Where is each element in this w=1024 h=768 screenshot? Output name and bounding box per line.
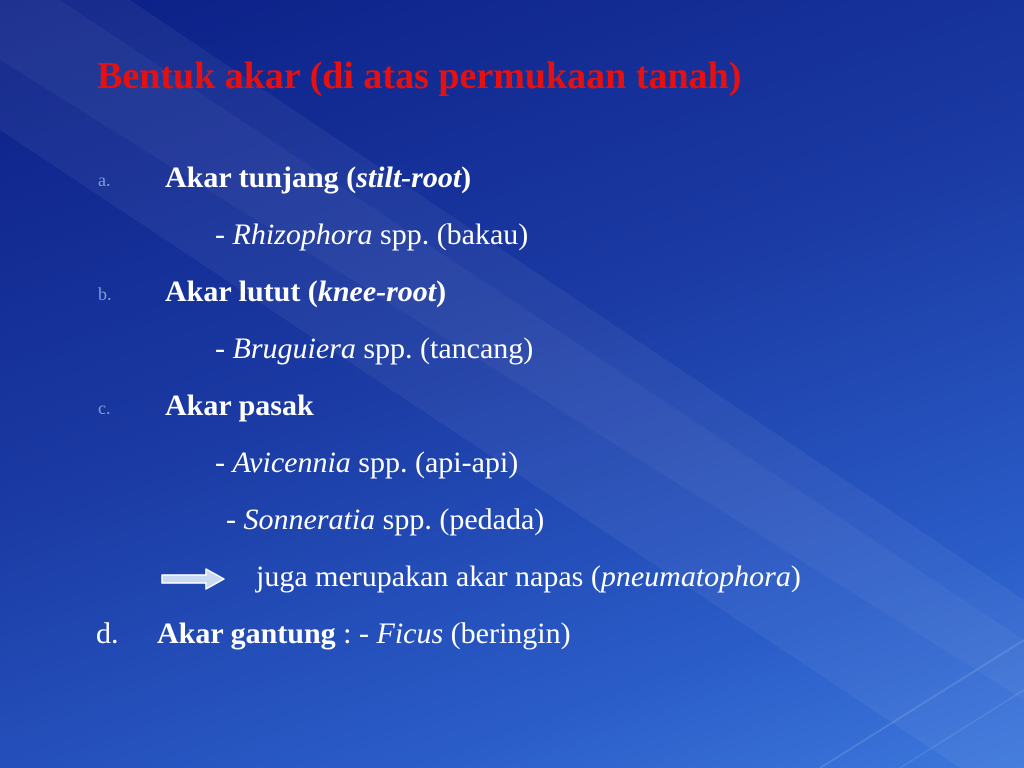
item-c-name: Akar pasak: [165, 389, 314, 422]
example-prefix: -: [215, 218, 233, 251]
item-d-content: [157, 617, 571, 651]
item-b-name-italic: knee-root: [317, 275, 437, 308]
right-arrow-icon: [160, 567, 226, 591]
example-genus: Sonneratia: [243, 503, 376, 536]
item-a-heading: [165, 161, 471, 195]
list-marker-a: a.: [98, 170, 111, 190]
list-marker-c: c.: [98, 398, 111, 418]
example-rest: spp. (pedada): [375, 503, 545, 536]
example-prefix: -: [215, 332, 233, 365]
list-marker-d: d.: [96, 617, 119, 650]
item-a-name-italic: stilt-root: [356, 161, 462, 194]
item-d-rest: (beringin): [443, 617, 571, 650]
item-d-sep: : -: [335, 617, 377, 650]
example-prefix: -: [226, 503, 244, 536]
item-c-heading: [165, 389, 314, 423]
item-c-note: [256, 560, 801, 594]
example-rest: spp. (api-api): [350, 446, 519, 479]
list-marker-b: b.: [98, 284, 112, 304]
example-genus: Avicennia: [232, 446, 351, 479]
example-rest: spp. (bakau): [372, 218, 529, 251]
item-a-example-1: [215, 218, 528, 252]
item-b-example-1: [215, 332, 533, 366]
item-b-name: Akar lutut (: [165, 275, 318, 308]
item-b-name-close: ): [436, 275, 447, 308]
item-a-name: Akar tunjang (: [165, 161, 357, 194]
item-c-example-2: [226, 503, 544, 537]
note-close: ): [790, 560, 801, 593]
item-d-genus: Ficus: [376, 617, 444, 650]
slide-title: Bentuk akar (di atas permukaan tanah): [97, 55, 742, 97]
example-prefix: -: [215, 446, 233, 479]
example-genus: Bruguiera: [232, 332, 356, 365]
item-b-heading: [165, 275, 446, 309]
item-c-example-1: [215, 446, 518, 480]
example-genus: Rhizophora: [232, 218, 373, 251]
item-d-line: [96, 617, 119, 651]
item-d-name: Akar gantung: [157, 617, 336, 650]
example-rest: spp. (tancang): [355, 332, 534, 365]
note-italic: pneumatophora: [600, 560, 791, 593]
item-a-name-close: ): [461, 161, 472, 194]
note-text: juga merupakan akar napas (: [256, 560, 601, 593]
